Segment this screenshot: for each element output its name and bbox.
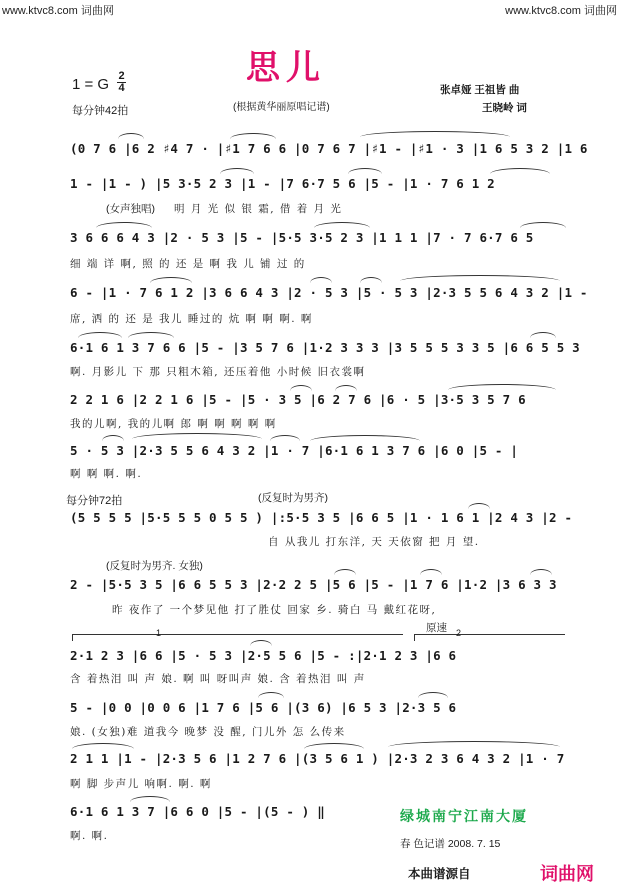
tempo-primo: 原速 (426, 622, 447, 634)
source-label: 本曲谱源自 (408, 867, 471, 881)
slur (304, 743, 364, 749)
notation-row-10: 2·1 2 3 |6 6 |5 · 5 3 |2·5 5 6 |5 - :|2·1 2 3 |6 6 (70, 648, 457, 663)
notation-row-5: 6·1 6 1 3 7 6 6 |5 - |3 5 7 6 |1·2 3 3 3 |3 5 5 5 3 3 5 |6 6 5 5 3 (70, 340, 580, 355)
slur (78, 332, 122, 338)
slur (220, 168, 254, 174)
watermark-left: www.ktvc8.com 词曲网 (2, 5, 114, 17)
subtitle: (根据黄华丽原唱记谱) (233, 102, 330, 113)
slur (102, 435, 124, 441)
slur (530, 332, 556, 338)
slur (118, 133, 144, 139)
lyrics-row-13: 啊. 啊. (70, 830, 109, 842)
repeat-annotation: (反复时为男齐) (258, 492, 328, 504)
lyrics-row-7: 啊 啊 啊. 啊. (70, 468, 143, 480)
vocal-annotation: (女声独唱) (106, 203, 155, 215)
slur (520, 222, 566, 228)
slur (230, 133, 276, 139)
site-logo[interactable]: 词曲网 (540, 864, 594, 885)
notation-row-11: 5 - |0 0 |0 0 6 |1 7 6 |5 6 |(3 6) |6 5 3 |2·3 5 6 (70, 700, 457, 715)
lyrics-row-2: 明 月 光 似 银 霜, 借 着 月 光 (174, 203, 343, 215)
slur (128, 332, 174, 338)
key-signature: 1 = G (72, 76, 110, 93)
time-sig-top: 2 (118, 70, 125, 82)
slur (250, 640, 272, 646)
volta-bracket-1 (72, 634, 403, 641)
notation-row-8: (5 5 5 5 |5·5 5 5 0 5 5 ) |:5·5 3 5 |6 6 5 |1 · 1 6 1 |2 4 3 |2 - (70, 510, 573, 525)
slur (270, 435, 300, 441)
lyricist: 王晓岭 词 (482, 102, 527, 114)
lyrics-row-3: 细 端 详 啊, 照 的 还 是 啊 我 儿 铺 过 的 (70, 258, 306, 270)
slur (420, 569, 442, 575)
slur (490, 168, 550, 174)
volta-bracket-2 (414, 634, 565, 641)
slur (314, 222, 370, 228)
composers: 张卓娅 王祖皆 曲 (440, 84, 520, 96)
slur (334, 569, 356, 575)
slur (530, 569, 552, 575)
slur (72, 743, 134, 749)
signature: 绿城南宁江南大厦 (400, 809, 528, 825)
notation-row-1: (0 7 6 |6 2 ♯4 7 · |♯1 7 6 6 |0 7 6 7 |♯1 - |♯1 · 3 |1 6 5 3 2 |1 6 (70, 141, 588, 156)
notation-row-13: 6·1 6 1 3 7 |6 6 0 |5 - |(5 - ) ‖ (70, 804, 325, 819)
watermark-right: www.ktvc8.com 词曲网 (505, 5, 617, 17)
slur (448, 384, 556, 390)
slur (310, 277, 332, 283)
volta-1-label: 1 (156, 628, 162, 638)
slur (468, 503, 490, 509)
lyrics-row-6: 我的儿啊, 我的儿啊 郎 啊 啊 啊 啊 啊 (70, 418, 277, 430)
tempo-marking: 每分钟42拍 (72, 105, 129, 117)
notation-row-2: 1 - |1 - ) |5 3·5 2 3 |1 - |7 6·7 5 6 |5 - |1 · 7 6 1 2 (70, 176, 495, 191)
slur (310, 435, 420, 441)
notation-row-4: 6 - |1 · 7 6 1 2 |3 6 6 4 3 |2 · 5 3 |5 · 5 3 |2·3 5 5 6 4 3 2 |1 - (70, 285, 588, 300)
slur (96, 222, 152, 228)
lyrics-row-10: 含 着热泪 叫 声 娘. 啊 叫 呀叫声 娘. 含 着热泪 叫 声 (70, 673, 366, 685)
slur (388, 741, 560, 747)
notation-row-3: 3 6 6 6 4 3 |2 · 5 3 |5 - |5·5 3·5 2 3 |1 1 1 |7 · 7 6·7 6 5 (70, 230, 534, 245)
slur (130, 796, 170, 802)
song-title: 思儿 (246, 48, 326, 88)
slur (150, 277, 192, 283)
lyrics-row-8: 自 从我儿 打东洋, 天 天依窗 把 月 望. (268, 536, 480, 548)
time-signature (117, 71, 126, 94)
slur (360, 277, 382, 283)
slur (132, 433, 262, 439)
slur (400, 275, 560, 281)
lyrics-row-11: 娘. (女独)难 道我今 晚梦 没 醒, 门儿外 怎 么传来 (70, 726, 346, 738)
volta-2-label: 2 (456, 628, 462, 638)
notation-row-12: 2 1 1 |1 - |2·3 5 6 |1 2 7 6 |(3 5 6 1 ) |2·3 2 3 6 4 3 2 |1 · 7 (70, 751, 565, 766)
lyrics-row-9: 昨 夜作了 一个梦见他 打了胜仗 回家 乡. 骑白 马 戴红花呀, (112, 604, 437, 616)
slur (335, 385, 357, 391)
slur (258, 692, 284, 698)
lyrics-row-4: 席, 洒 的 还 是 我儿 睡过的 炕 啊 啊 啊. 啊 (70, 313, 313, 325)
transcriber-credit: 春 色记谱 2008. 7. 15 (400, 838, 501, 850)
notation-row-9: 2 - |5·5 3 5 |6 6 5 5 3 |2·2 2 5 |5 6 |5 - |1 7 6 |1·2 |3 6 3 3 (70, 577, 557, 592)
lyrics-row-12: 啊 脚 步声儿 响啊. 啊. 啊 (70, 778, 212, 790)
slur (290, 385, 312, 391)
notation-row-7: 5 · 5 3 |2·3 5 5 6 4 3 2 |1 · 7 |6·1 6 1 3 7 6 |6 0 |5 - | (70, 443, 519, 458)
time-sig-bottom: 4 (118, 82, 125, 94)
slur (348, 168, 382, 174)
slur (418, 692, 448, 698)
tie (360, 131, 510, 137)
tempo-marking-2: 每分钟72拍 (66, 495, 123, 507)
notation-row-6: 2 2 1 6 |2 2 1 6 |5 - |5 · 3 5 |6 2 7 6 |6 · 5 |3·5 3 5 7 6 (70, 392, 526, 407)
repeat-annotation-2: (反复时为男齐. 女独) (106, 560, 203, 572)
lyrics-row-5: 啊. 月影儿 下 那 只粗木箱, 还压着他 小时候 旧衣裳啊 (70, 366, 366, 378)
